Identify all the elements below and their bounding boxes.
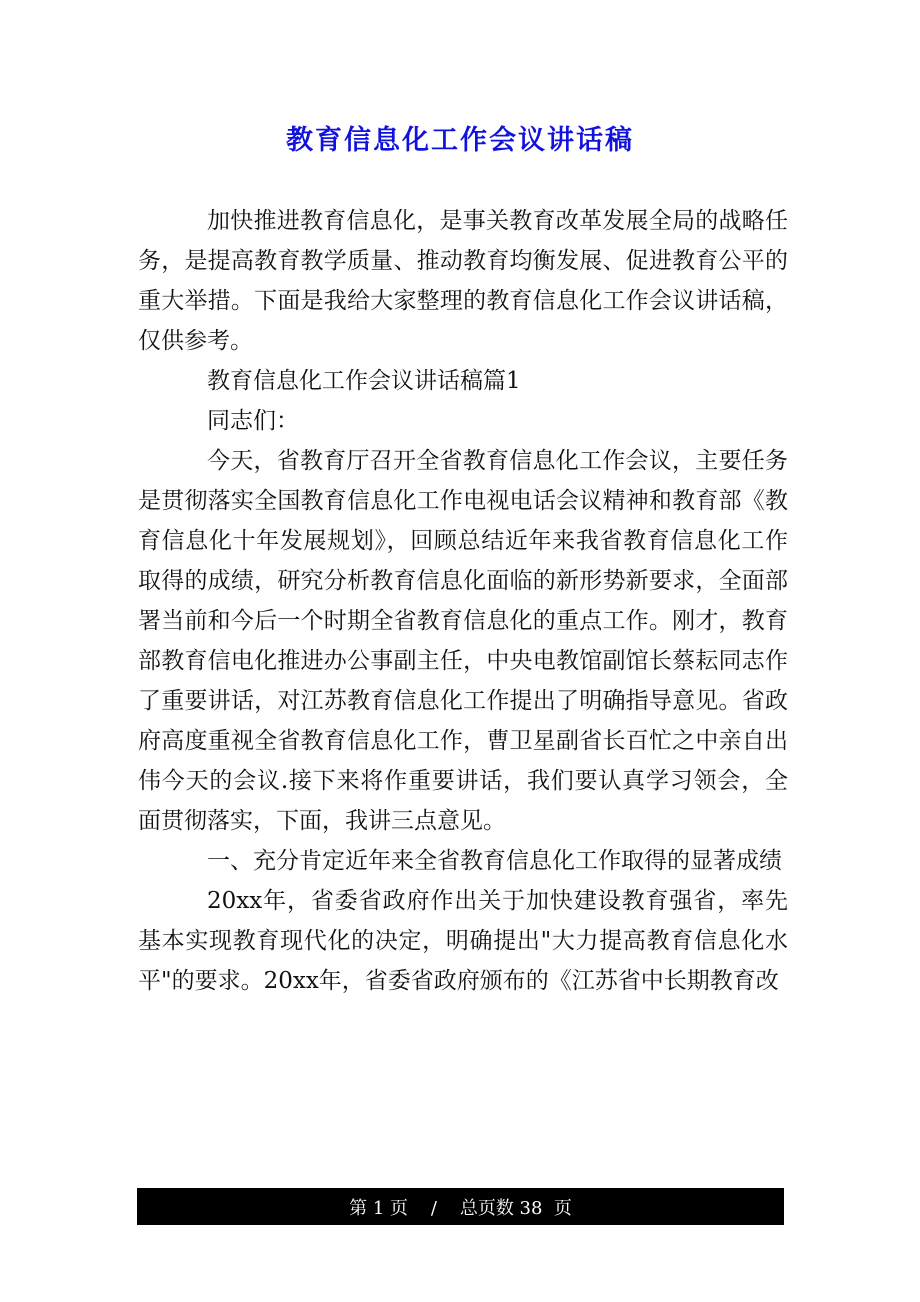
page-footer: 第 1 页 / 总页数 38 页 [137, 1188, 784, 1225]
body-paragraph: 20xx年，省委省政府作出关于加快建设教育强省，率先基本实现教育现代化的决定，明确提出"大力提高教育信息化水平"的要求。20xx年，省委省政府颁布的《江苏省中长期教育改 [138, 888, 788, 994]
document-title: 教育信息化工作会议讲话稿 [286, 125, 634, 156]
salutation: 同志们： [207, 408, 299, 434]
document-body [138, 201, 788, 1001]
intro-paragraph: 加快推进教育信息化，是事关教育改革发展全局的战略任务，是提高教育教学质量、推动教育均衡发展、促进教育公平的重大举措。下面是我给大家整理的教育信息化工作会议讲话稿，仅供参考。 [138, 208, 788, 354]
subsection-heading: 一、充分肯定近年来全省教育信息化工作取得的显著成绩 [207, 848, 782, 874]
section-heading: 教育信息化工作会议讲话稿篇1 [207, 368, 521, 394]
body-paragraph: 今天，省教育厅召开全省教育信息化工作会议，主要任务是贯彻落实全国教育信息化工作电视电话会议精神和教育部《教育信息化十年发展规划》，回顾总结近年来我省教育信息化工作取得的成绩，研究分析教育信息化面临的新形势新要求，全面部署当前和今后一个时期全省教育信息化的重点工作。刚才，教育部教育信电化推进办公事副主任，中央电教馆副馆长蔡耘同志作了重要讲话，对江苏教育信息化工作提出了明确指导意见。省政府高度重视全省教育信息化工作，曹卫星副省长百忙之中亲自出伟今天的会议.接下来将作重要讲话，我们要认真学习领会，全面贯彻落实，下面，我讲三点意见。 [138, 448, 788, 834]
